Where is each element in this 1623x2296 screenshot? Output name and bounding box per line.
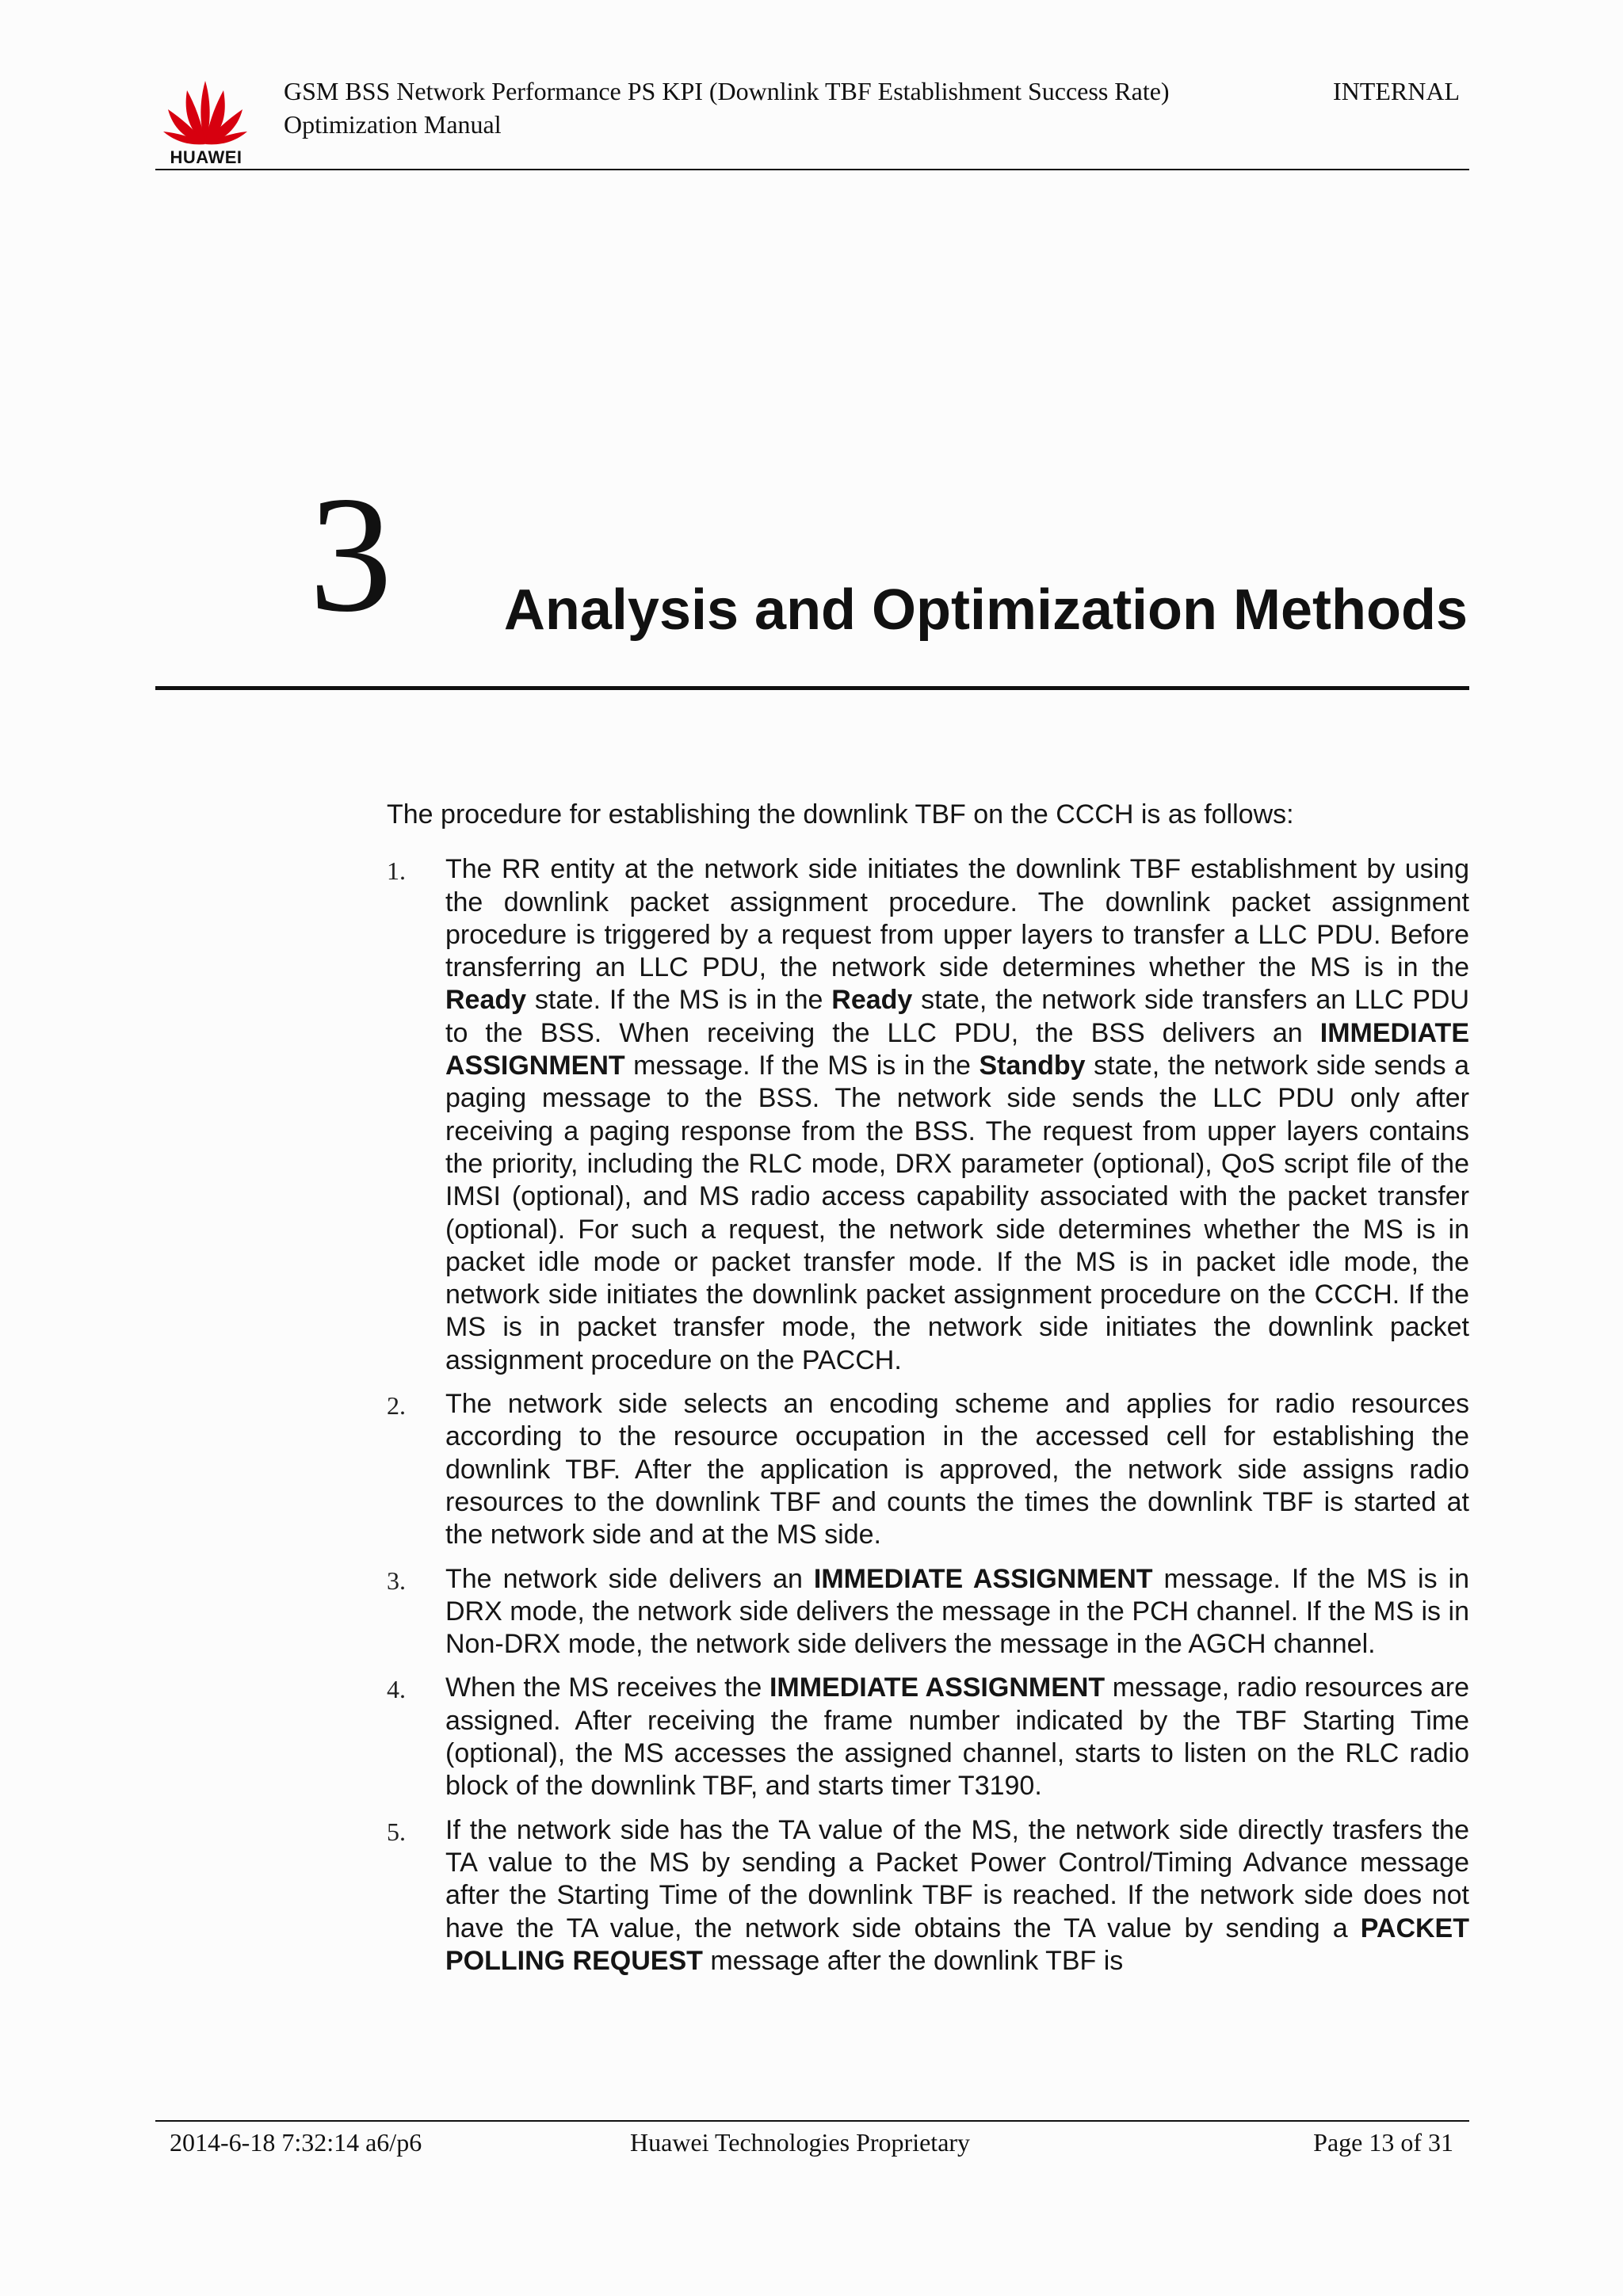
classification-label: INTERNAL [1333,77,1460,105]
list-item [387,1563,1469,1661]
logo-wordmark: HUAWEI [170,147,242,167]
huawei-petals-icon [155,74,255,147]
list-item [387,1814,1469,1978]
document-title [284,74,1170,141]
chapter-divider [155,686,1469,690]
list-item-text: The network side selects an encoding scheme and applies for radio resources according to the resource occupation in the accessed cell for establishing the downlink TBF. After the application is approved, the network side assigns radio resources to the downlink TBF and counts the times the downlink TBF is started at the network side and at the MS side. [445,1389,1469,1550]
footer-proprietary: Huawei Technologies Proprietary [630,2128,971,2157]
huawei-logo [155,74,255,166]
footer-page-number: Page 13 of 31 [1313,2128,1453,2157]
header-divider [155,169,1469,170]
page-header [155,73,1469,170]
document-title-line2: Optimization Manual [284,110,502,139]
list-item-number: 3. [387,1566,406,1595]
list-item-number: 2. [387,1391,406,1421]
list-item-text: If the network side has the TA value of the MS, the network side directly trasfers the TA value to the MS by sending a Packet Power Control/Timing Advance message after the Starting Time of the downlink TBF is reached. If the network side does not have the TA value, the network side obtains the TA value by sending a PACKET POLLING REQUEST message after the downlink TBF is [445,1814,1469,1976]
chapter-title: Analysis and Optimization Methods [503,578,1468,642]
list-item-text: The RR entity at the network side initiates the downlink TBF establishment by using the downlink packet assignment procedure. The downlink packet assignment procedure is triggered by a request from upper layers to transfer a LLC PDU. Before transferring an LLC PDU, the network side determines whether the MS is in the Ready state. If the MS is in the Ready state, the network side transfers an LLC PDU to the BSS. When receiving the LLC PDU, the BSS delivers an IMMEDIATE ASSIGNMENT message. If the MS is in the Standby state, the network side sends a paging message to the BSS. The network side sends the LLC PDU only after receiving a paging response from the BSS. The request from upper layers contains the priority, including the RLC mode, DRX parameter (optional), QoS script file of the IMSI (optional), and MS radio access capability associated with the packet transfer (optional). For such a request, the network side determines whether the MS is in packet idle mode or packet transfer mode. If the MS is in packet idle mode, the network side initiates the downlink packet assignment procedure on the CCCH. If the MS is in packet transfer mode, the network side initiates the downlink packet assignment procedure on the PACCH. [445,854,1470,1375]
list-item-number: 5. [387,1817,406,1846]
list-item-text: When the MS receives the IMMEDIATE ASSIGNMENT message, radio resources are assigned. After receiving the frame number indicated by the TBF Starting Time (optional), the MS accesses the assigned channel, starts to listen on the RLC radio block of the downlink TBF, and starts timer T3190. [445,1672,1470,1802]
document-title-line1: GSM BSS Network Performance PS KPI (Downlink TBF Establishment Success Rate) [284,77,1170,105]
list-item-number: 1. [387,856,406,886]
list-item [387,1388,1469,1551]
intro-paragraph: The procedure for establishing the downlink TBF on the CCCH is as follows: [387,799,1294,830]
list-item [387,853,1469,1377]
list-item-text: The network side delivers an IMMEDIATE ASSIGNMENT message. If the MS is in DRX mode, the network side delivers the message in the PCH channel. If the MS is in Non-DRX mode, the network side delivers the message in the AGCH channel. [445,1563,1470,1660]
chapter-number: 3 [309,463,392,646]
list-item-number: 4. [387,1675,406,1704]
steps-list [387,853,1469,1978]
footer-divider [155,2120,1469,2122]
footer-date: 2014-6-18 7:32:14 a6/p6 [170,2128,422,2157]
list-item [387,1672,1469,1802]
body-content [387,799,1469,1989]
